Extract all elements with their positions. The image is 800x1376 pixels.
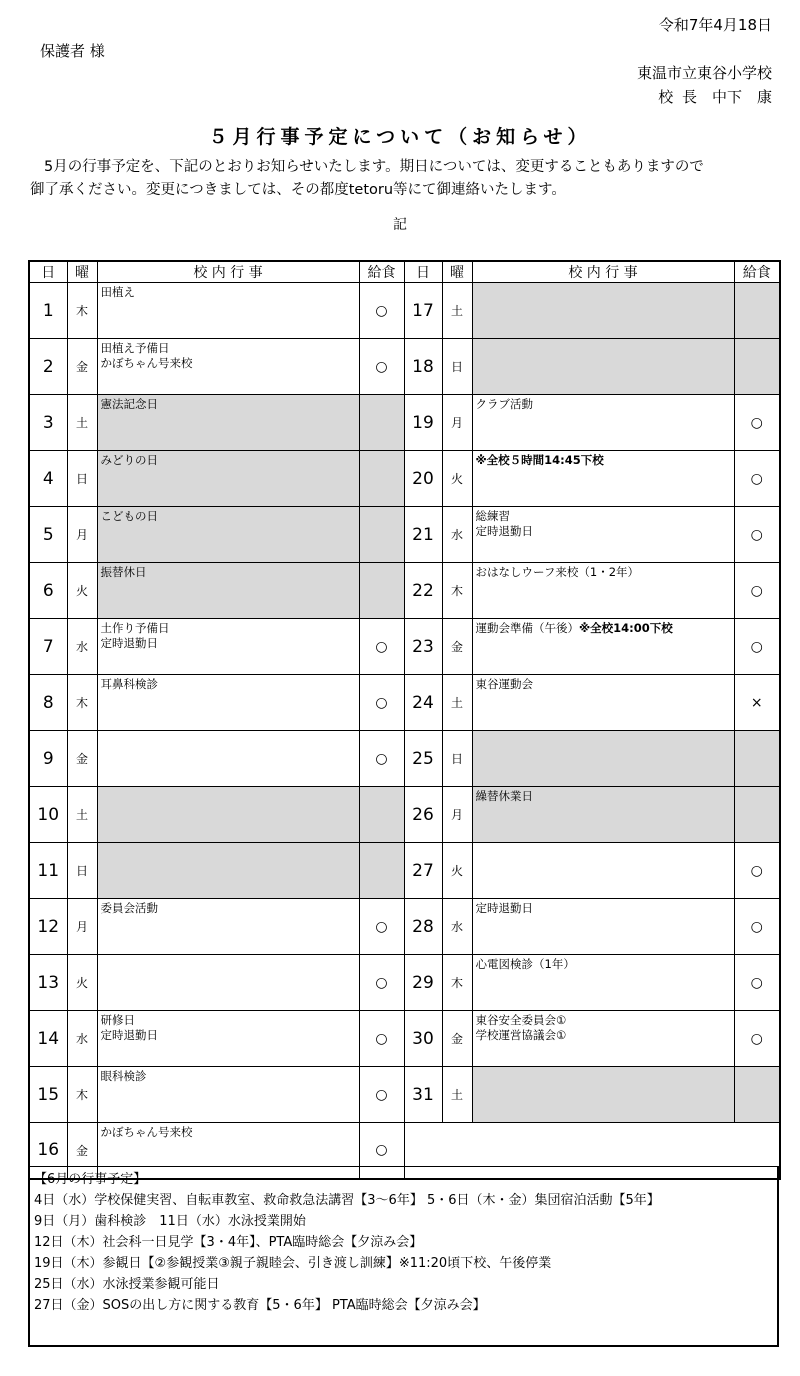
june-title: 【6月の行事予定】 (34, 1172, 147, 1187)
day-cell: 17 (404, 283, 442, 339)
event-text: 東谷安全委員会① (475, 1013, 567, 1027)
events-cell (97, 675, 359, 731)
event-text: おはなしウーフ来校（1・2年） (475, 565, 640, 579)
events-cell (97, 787, 359, 843)
schedule-row (29, 339, 780, 395)
weekday-cell: 土 (442, 675, 472, 731)
day-cell: 29 (404, 955, 442, 1011)
meal-cell (359, 451, 404, 507)
recipient: 保護者 様 (40, 42, 105, 60)
intro-line-1: 5月の行事予定を、下記のとおりお知らせいたします。期日については、変更することもありますので (44, 159, 704, 175)
event-text: 委員会活動 (100, 901, 158, 915)
event-line (476, 621, 731, 636)
weekday-cell: 水 (67, 619, 97, 675)
events-cell (97, 843, 359, 899)
events-cell (97, 563, 359, 619)
meal-cell: ○ (359, 899, 404, 955)
meal-cell: ○ (734, 843, 780, 899)
day-cell: 14 (29, 1011, 67, 1067)
event-text: 東谷運動会 (475, 677, 533, 691)
weekday-cell: 金 (442, 1011, 472, 1067)
meal-cell (359, 563, 404, 619)
schedule-row (29, 395, 780, 451)
events-cell (97, 899, 359, 955)
events-cell (472, 451, 734, 507)
weekday-cell: 金 (67, 1123, 97, 1179)
header-day: 日 (29, 261, 67, 283)
meal-cell: ○ (734, 955, 780, 1011)
schedule-row (29, 451, 780, 507)
day-cell: 15 (29, 1067, 67, 1123)
event-text: 田植え予備日 (100, 341, 170, 355)
weekday-cell: 日 (67, 451, 97, 507)
weekday-cell: 日 (67, 843, 97, 899)
event-text: 運動会準備（午後） (475, 621, 579, 635)
events-cell (97, 1067, 359, 1123)
event-text: かぼちゃん号来校 (100, 1125, 193, 1139)
day-cell: 4 (29, 451, 67, 507)
weekday-cell: 月 (442, 395, 472, 451)
intro-line-2: 御了承ください。変更につきましては、その都度tetoru等にて御連絡いたします。 (30, 182, 566, 198)
weekday-cell: 水 (442, 899, 472, 955)
header-weekday: 曜 (67, 261, 97, 283)
weekday-cell: 月 (67, 899, 97, 955)
day-cell: 7 (29, 619, 67, 675)
meal-cell: ○ (359, 1011, 404, 1067)
event-text: 振替休日 (100, 565, 147, 579)
weekday-cell: 水 (442, 507, 472, 563)
meal-cell: × (734, 675, 780, 731)
intro-text (30, 156, 778, 202)
day-cell: 23 (404, 619, 442, 675)
june-line: 4日（水）学校保健実習、自転車教室、救命救急法講習【3～6年】 5・6日（木・金）集団宿泊活動【5年】 (34, 1193, 660, 1208)
events-cell (472, 283, 734, 339)
document-date: 令和7年4月18日 (658, 16, 772, 34)
day-cell: 5 (29, 507, 67, 563)
day-cell: 11 (29, 843, 67, 899)
header-weekday: 曜 (442, 261, 472, 283)
meal-cell: ○ (734, 1011, 780, 1067)
june-line: 25日（水）水泳授業参観可能日 (34, 1277, 220, 1292)
weekday-cell: 火 (67, 955, 97, 1011)
meal-cell: ○ (734, 451, 780, 507)
events-cell (472, 507, 734, 563)
day-cell: 3 (29, 395, 67, 451)
event-text: 憲法記念日 (100, 397, 158, 411)
principal-name: 校 長 中下 康 (658, 88, 772, 106)
events-cell (472, 843, 734, 899)
events-cell (97, 451, 359, 507)
events-cell (472, 899, 734, 955)
weekday-cell: 日 (442, 731, 472, 787)
weekday-cell: 土 (442, 1067, 472, 1123)
day-cell: 31 (404, 1067, 442, 1123)
schedule-row (29, 1011, 780, 1067)
events-cell (472, 675, 734, 731)
header-day: 日 (404, 261, 442, 283)
weekday-cell: 木 (442, 955, 472, 1011)
day-cell: 25 (404, 731, 442, 787)
events-cell (472, 955, 734, 1011)
weekday-cell: 土 (67, 395, 97, 451)
events-cell (472, 1067, 734, 1123)
schedule-row (29, 787, 780, 843)
event-text: 土作り予備日 (100, 621, 170, 635)
weekday-cell: 月 (442, 787, 472, 843)
events-cell (97, 731, 359, 787)
meal-cell: ○ (359, 283, 404, 339)
events-cell (97, 955, 359, 1011)
schedule-table (28, 260, 781, 1180)
events-cell (472, 731, 734, 787)
schedule-row (29, 955, 780, 1011)
meal-cell: ○ (359, 675, 404, 731)
events-cell (472, 563, 734, 619)
event-text: 総練習 (475, 509, 510, 523)
schedule-row (29, 507, 780, 563)
weekday-cell: 木 (67, 675, 97, 731)
event-text: みどりの日 (100, 453, 158, 467)
event-text: 田植え (100, 285, 135, 299)
events-cell (472, 787, 734, 843)
schedule-row (29, 619, 780, 675)
events-cell (97, 619, 359, 675)
event-text: かぼちゃん号来校 (100, 356, 193, 370)
weekday-cell: 月 (67, 507, 97, 563)
event-text: こどもの日 (100, 509, 158, 523)
events-cell (97, 1011, 359, 1067)
event-text: 繰替休業日 (475, 789, 533, 803)
page-title: ５月行事予定について（お知らせ） (208, 126, 592, 148)
schedule-row (29, 731, 780, 787)
day-cell: 12 (29, 899, 67, 955)
events-cell (472, 339, 734, 395)
event-text: 定時退勤日 (100, 1028, 158, 1042)
school-name: 東温市立東谷小学校 (636, 64, 772, 82)
day-cell: 1 (29, 283, 67, 339)
events-cell (472, 395, 734, 451)
weekday-cell: 火 (67, 563, 97, 619)
schedule-row (29, 675, 780, 731)
events-cell (97, 395, 359, 451)
june-line: 9日（月）歯科検診 11日（水）水泳授業開始 (34, 1214, 306, 1229)
meal-cell (734, 1067, 780, 1123)
meal-cell (359, 507, 404, 563)
event-text: 心電図検診（1年） (475, 957, 575, 971)
meal-cell: ○ (359, 339, 404, 395)
weekday-cell: 金 (67, 339, 97, 395)
day-cell: 22 (404, 563, 442, 619)
event-text: 定時退勤日 (100, 636, 158, 650)
weekday-cell: 木 (67, 283, 97, 339)
meal-cell: ○ (359, 955, 404, 1011)
meal-cell (359, 787, 404, 843)
june-schedule (28, 1166, 779, 1347)
events-cell (472, 619, 734, 675)
june-line: 19日（木）参観日【②参観授業③親子親睦会、引き渡し訓練】※11:20頃下校、午後停業 (34, 1256, 552, 1271)
day-cell: 27 (404, 843, 442, 899)
meal-cell (734, 339, 780, 395)
header-events: 校 内 行 事 (97, 261, 359, 283)
schedule-row (29, 563, 780, 619)
weekday-cell: 火 (442, 843, 472, 899)
event-bold-note: ※全校14:00下校 (579, 621, 673, 635)
event-text: ※全校５時間14:45下校 (475, 453, 604, 467)
day-cell: 28 (404, 899, 442, 955)
day-cell: 18 (404, 339, 442, 395)
event-text: クラブ活動 (475, 397, 533, 411)
weekday-cell: 金 (67, 731, 97, 787)
day-cell: 13 (29, 955, 67, 1011)
day-cell: 20 (404, 451, 442, 507)
ki-label: 記 (393, 217, 407, 233)
june-line: 12日（木）社会科一日見学【3・4年】、PTA臨時総会【夕涼み会】 (34, 1235, 423, 1250)
schedule-row (29, 283, 780, 339)
events-cell (97, 339, 359, 395)
meal-cell: ○ (359, 1123, 404, 1179)
weekday-cell: 木 (442, 563, 472, 619)
schedule-row (29, 843, 780, 899)
meal-cell (359, 395, 404, 451)
day-cell: 19 (404, 395, 442, 451)
day-cell: 21 (404, 507, 442, 563)
day-cell: 16 (29, 1123, 67, 1179)
event-text: 学校運営協議会① (475, 1028, 567, 1042)
meal-cell: ○ (734, 899, 780, 955)
day-cell: 30 (404, 1011, 442, 1067)
meal-cell (734, 731, 780, 787)
schedule-row (29, 899, 780, 955)
header-meal: 給食 (359, 261, 404, 283)
june-line: 27日（金）SOSの出し方に関する教育【5・6年】 PTA臨時総会【夕涼み会】 (34, 1298, 486, 1313)
day-cell: 6 (29, 563, 67, 619)
day-cell: 2 (29, 339, 67, 395)
event-text: 耳鼻科検診 (100, 677, 158, 691)
weekday-cell: 金 (442, 619, 472, 675)
meal-cell: ○ (359, 731, 404, 787)
header-events: 校 内 行 事 (472, 261, 734, 283)
meal-cell: ○ (734, 619, 780, 675)
event-text: 定時退勤日 (475, 901, 533, 915)
event-text: 研修日 (100, 1013, 135, 1027)
events-cell (97, 283, 359, 339)
day-cell: 26 (404, 787, 442, 843)
meal-cell (734, 283, 780, 339)
events-cell (97, 507, 359, 563)
day-cell: 10 (29, 787, 67, 843)
day-cell: 24 (404, 675, 442, 731)
meal-cell: ○ (359, 619, 404, 675)
weekday-cell: 日 (442, 339, 472, 395)
day-cell: 8 (29, 675, 67, 731)
day-cell: 9 (29, 731, 67, 787)
meal-cell: ○ (734, 395, 780, 451)
event-text: 定時退勤日 (475, 524, 533, 538)
weekday-cell: 土 (67, 787, 97, 843)
weekday-cell: 土 (442, 283, 472, 339)
weekday-cell: 水 (67, 1011, 97, 1067)
meal-cell: ○ (734, 507, 780, 563)
event-text: 眼科検診 (100, 1069, 147, 1083)
meal-cell (734, 787, 780, 843)
weekday-cell: 木 (67, 1067, 97, 1123)
meal-cell: ○ (734, 563, 780, 619)
meal-cell (359, 843, 404, 899)
events-cell (472, 1011, 734, 1067)
schedule-row (29, 1067, 780, 1123)
header-meal: 給食 (734, 261, 780, 283)
meal-cell: ○ (359, 1067, 404, 1123)
weekday-cell: 火 (442, 451, 472, 507)
